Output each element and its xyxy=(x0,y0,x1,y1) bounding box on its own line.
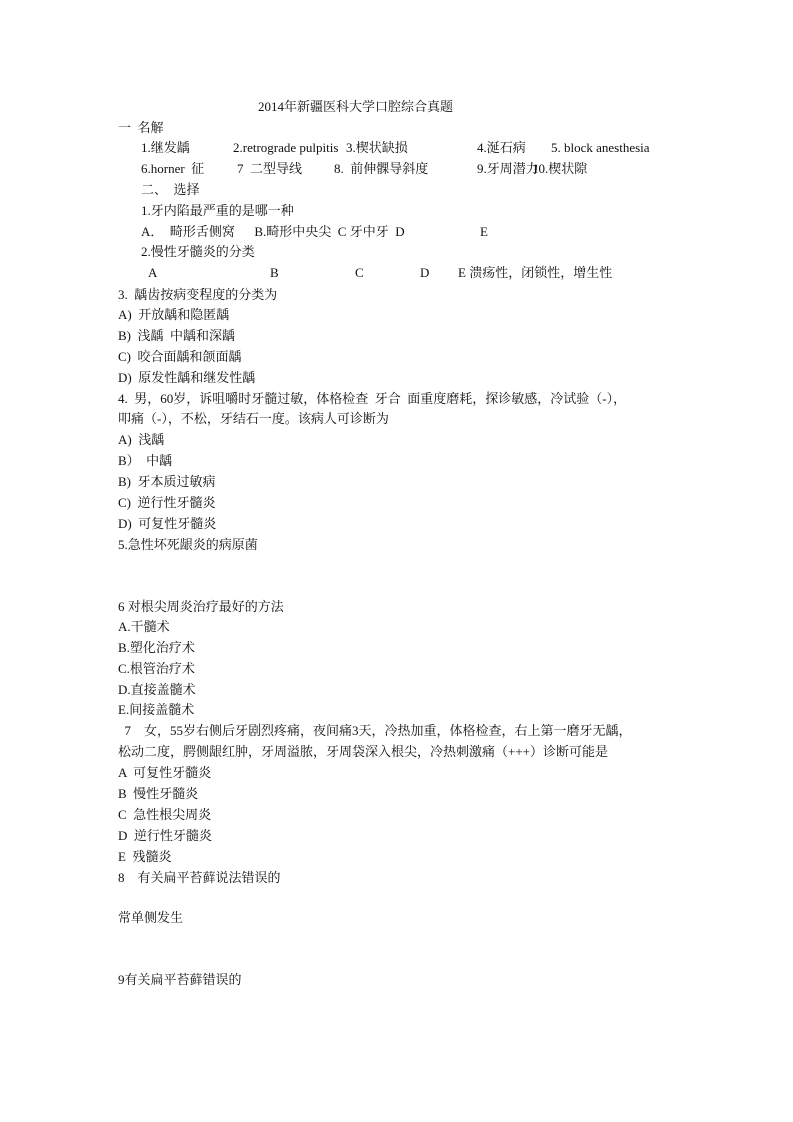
q3-option: B) 浅龋 中龋和深龋 xyxy=(118,328,236,343)
q7-stem-line1: 7 女，55岁右侧后牙剧烈疼痛，夜间痛3天，冷热加重，体格检查，右上第一磨牙无龋， xyxy=(118,723,632,738)
section-1-heading: 一 名解 xyxy=(118,120,164,135)
q3-option: C) 咬合面龋和颌面龋 xyxy=(118,349,242,364)
term-5: 5. block anesthesia xyxy=(551,140,650,155)
q3-option: A) 开放龋和隐匿龋 xyxy=(118,307,230,322)
q6-option: C.根管治疗术 xyxy=(118,661,195,676)
term-1: 1.继发龋 xyxy=(141,140,190,155)
q3-stem: 3. 龋齿按病变程度的分类为 xyxy=(118,287,278,302)
q7-option: E 残髓炎 xyxy=(118,849,172,864)
q7-option: C 急性根尖周炎 xyxy=(118,807,212,822)
q4-option: B） 中龋 xyxy=(118,453,173,468)
term-10: 10.楔状隙 xyxy=(532,161,588,176)
term-3: 3.楔状缺损 xyxy=(346,140,408,155)
q4-stem-line1: 4. 男，60岁，诉咀嚼时牙髓过敏，体格检查 牙合 面重度磨耗，探诊敏感，冷试验（-）， xyxy=(118,391,627,406)
q4-option: B) 牙本质过敏病 xyxy=(118,474,216,489)
q2-option-a: A xyxy=(148,265,158,280)
term-2: 2.retrograde pulpitis xyxy=(233,140,339,155)
q4-option: C) 逆行性牙髓炎 xyxy=(118,495,216,510)
section-2-heading: 二、 选择 xyxy=(141,182,200,197)
term-6: 6.horner 征 xyxy=(141,161,205,176)
q8-note: 常单侧发生 xyxy=(118,910,184,925)
doc-title: 2014年新疆医科大学口腔综合真题 xyxy=(258,99,454,114)
q5-stem: 5.急性坏死龈炎的病原菌 xyxy=(118,537,258,552)
q8-stem: 8 有关扁平苔藓说法错误的 xyxy=(118,870,281,885)
q6-option: E.间接盖髓术 xyxy=(118,702,195,717)
q6-option: D.直接盖髓术 xyxy=(118,682,196,697)
q1-options: A． 畸形舌侧窝 B.畸形中央尖 C 牙中牙 D xyxy=(141,224,405,239)
q6-option: B.塑化治疗术 xyxy=(118,640,195,655)
q4-stem-line2: 叩痛（-），不松，牙结石一度。该病人可诊断为 xyxy=(118,411,389,426)
q2-stem: 2.慢性牙髓炎的分类 xyxy=(141,244,255,259)
q1-option-e: E xyxy=(480,224,488,239)
q7-option: A 可复性牙髓炎 xyxy=(118,765,212,780)
term-4: 4.涎石病 xyxy=(477,140,526,155)
q7-option: B 慢性牙髓炎 xyxy=(118,786,199,801)
q2-option-b: B xyxy=(270,265,279,280)
q9-stem: 9有关扁平苔藓错误的 xyxy=(118,972,242,987)
q6-stem: 6 对根尖周炎治疗最好的方法 xyxy=(118,599,284,614)
q3-option: D) 原发性龋和继发性龋 xyxy=(118,370,256,385)
q2-option-d: D xyxy=(420,265,430,280)
term-7: 7 二型导线 xyxy=(237,161,303,176)
q4-option: A) 浅龋 xyxy=(118,432,165,447)
q7-stem-line2: 松动二度，腭侧龈红肿，牙周溢脓，牙周袋深入根尖，冷热刺激痛（+++）诊断可能是 xyxy=(118,744,608,759)
q2-option-c: C xyxy=(355,265,364,280)
q4-option: D) 可复性牙髓炎 xyxy=(118,516,217,531)
term-8: 8. 前伸髁导斜度 xyxy=(334,161,429,176)
q7-option: D 逆行性牙髓炎 xyxy=(118,828,212,843)
q2-option-e: E 溃疡性，闭锁性，增生性 xyxy=(458,265,613,280)
term-9: 9.牙周潜力 xyxy=(477,161,539,176)
q6-option: A.干髓术 xyxy=(118,619,170,634)
q1-stem: 1.牙内陷最严重的是哪一种 xyxy=(141,203,294,218)
